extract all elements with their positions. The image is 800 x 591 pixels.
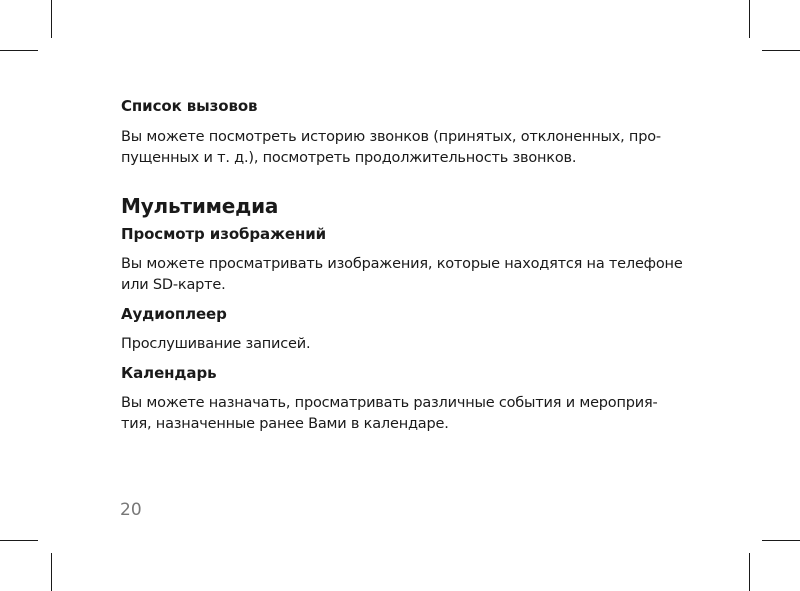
section-audio-player (121, 304, 706, 355)
call-list-text-line2: пущенных и т. д.), посмотреть продолжительность звонков. (121, 150, 577, 166)
image-viewer-text-line1: Вы можете просматривать изображения, которые находятся на телефоне (121, 256, 683, 272)
page-content (121, 96, 706, 435)
image-viewer-heading: Просмотр изображений (121, 225, 327, 243)
crop-mark-bottom-left-horizontal (0, 540, 38, 541)
page-number: 20 (120, 500, 142, 520)
crop-mark-bottom-left-vertical (51, 553, 52, 591)
multimedia-heading: Мультимедиа (121, 194, 279, 218)
crop-mark-top-left-horizontal (0, 50, 38, 51)
crop-mark-bottom-right-vertical (749, 553, 750, 591)
section-calendar (121, 363, 706, 435)
audio-player-text-line1: Прослушивание записей. (121, 336, 311, 352)
crop-mark-top-left-vertical (51, 0, 52, 38)
calendar-heading: Календарь (121, 364, 217, 382)
calendar-text-line2: тия, назначенные ранее Вами в календаре. (121, 416, 449, 432)
calendar-text-line1: Вы можете назначать, просматривать различные события и мероприя- (121, 395, 658, 411)
audio-player-heading: Аудиоплеер (121, 305, 227, 323)
call-list-heading: Список вызовов (121, 97, 258, 115)
section-call-list (121, 96, 706, 169)
crop-mark-top-right-horizontal (762, 50, 800, 51)
image-viewer-text-line2: или SD-карте. (121, 277, 226, 293)
section-image-viewer (121, 224, 706, 296)
crop-mark-top-right-vertical (749, 0, 750, 38)
call-list-text-line1: Вы можете посмотреть историю звонков (принятых, отклоненных, про- (121, 129, 661, 145)
crop-mark-bottom-right-horizontal (762, 540, 800, 541)
section-multimedia (121, 193, 706, 219)
